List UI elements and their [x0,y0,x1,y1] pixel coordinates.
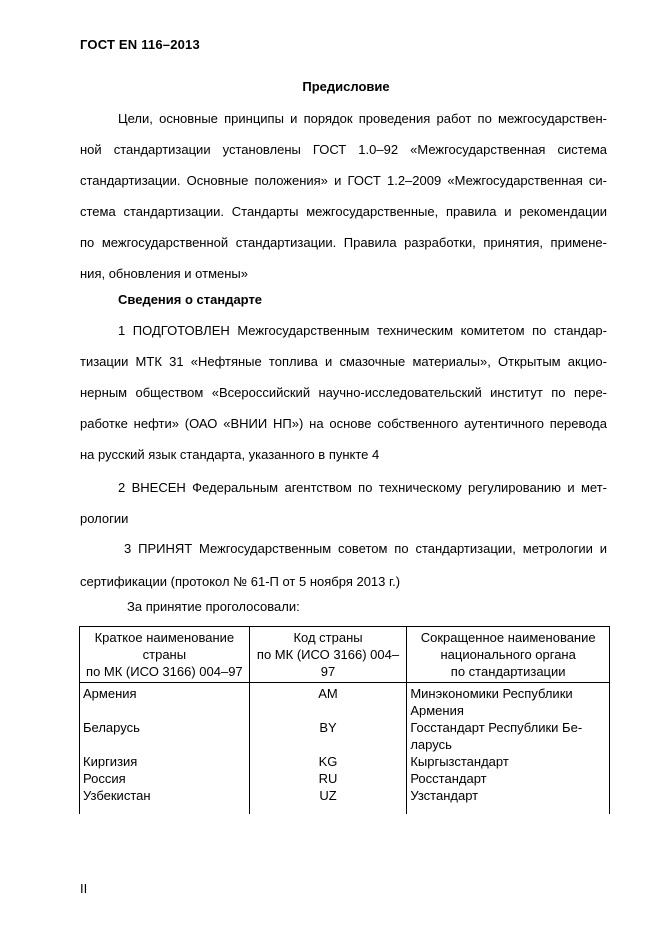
country-cell: Россия [80,770,250,787]
country-cell: Армения [80,683,250,720]
item-1-line: тизации МТК 31 «Нефтяные топлива и смазочные материалы», Открытым акцио- [80,354,607,369]
voted-label: За принятие проголосовали: [127,599,300,614]
code-cell: BY [249,719,407,753]
body-cell: Госстандарт Республики Бе- ларусь [407,719,610,753]
code-cell: RU [249,770,407,787]
table-row [80,770,610,787]
item-1-line: нерным обществом «Всероссийский научно-исследовательский институт по пере- [80,385,607,400]
table-row [80,753,610,770]
table-row [80,787,610,804]
item-1-line: работке нефти» (ОАО «ВНИИ НП») на основе собственного аутентичного перевода [80,416,607,431]
country-cell: Киргизия [80,753,250,770]
code-cell: KG [249,753,407,770]
foreword-line: ной стандартизации установлены ГОСТ 1.0–92 «Межгосударственная система [80,142,607,157]
body-cell: Минэкономики Республики Армения [407,683,610,720]
item-3-line: 3 ПРИНЯТ Межгосударственным советом по стандартизации, метрологии и [124,541,607,556]
item-1-line: 1 ПОДГОТОВЛЕН Межгосударственным техническим комитетом по стандар- [118,323,607,338]
document-header: ГОСТ EN 116–2013 [80,37,200,52]
table-row [80,719,610,753]
voting-table [79,626,610,814]
standard-info-title: Сведения о стандарте [118,292,263,307]
item-2-line: рологии [80,511,129,526]
foreword-line: ния, обновления и отмены» [80,266,248,281]
code-cell: AM [249,683,407,720]
item-3-paragraph [80,532,607,598]
item-2-line: 2 ВНЕСЕН Федеральным агентством по техническому регулированию и мет- [118,480,607,495]
body-cell: Кыргызстандарт [407,753,610,770]
item-1-paragraph [80,315,607,470]
header-body: Сокращенное наименование национального органа по стандартизации [407,627,610,683]
country-cell: Узбекистан [80,787,250,804]
foreword-line: Цели, основные принципы и порядок проведения работ по межгосударствен- [118,111,607,126]
item-2-paragraph [80,472,607,534]
item-3-line: сертификации (протокол № 61-П от 5 ноября 2013 г.) [80,574,401,589]
header-code: Код страны по МК (ИСО 3166) 004– 97 [249,627,407,683]
body-cell: Узстандарт [407,787,610,804]
foreword-line: стандартизации. Основные положения» и ГОСТ 1.2–2009 «Межгосударственная си- [80,173,607,188]
table-header-row [80,627,610,683]
foreword-title: Предисловие [302,79,390,94]
country-cell: Беларусь [80,719,250,753]
page-number: II [80,881,88,896]
foreword-line: стема стандартизации. Стандарты межгосударственные, правила и рекомендации [80,204,607,219]
table-continuation-row [80,804,610,814]
body-cell: Росстандарт [407,770,610,787]
table-row [80,683,610,720]
foreword-line: по межгосударственной стандартизации. Правила разработки, принятия, примене- [80,235,607,250]
header-country: Краткое наименование страны по МК (ИСО 3166) 004–97 [80,627,250,683]
code-cell: UZ [249,787,407,804]
foreword-paragraph [80,103,607,289]
item-1-line: на русский язык стандарта, указанного в пункте 4 [80,447,380,462]
